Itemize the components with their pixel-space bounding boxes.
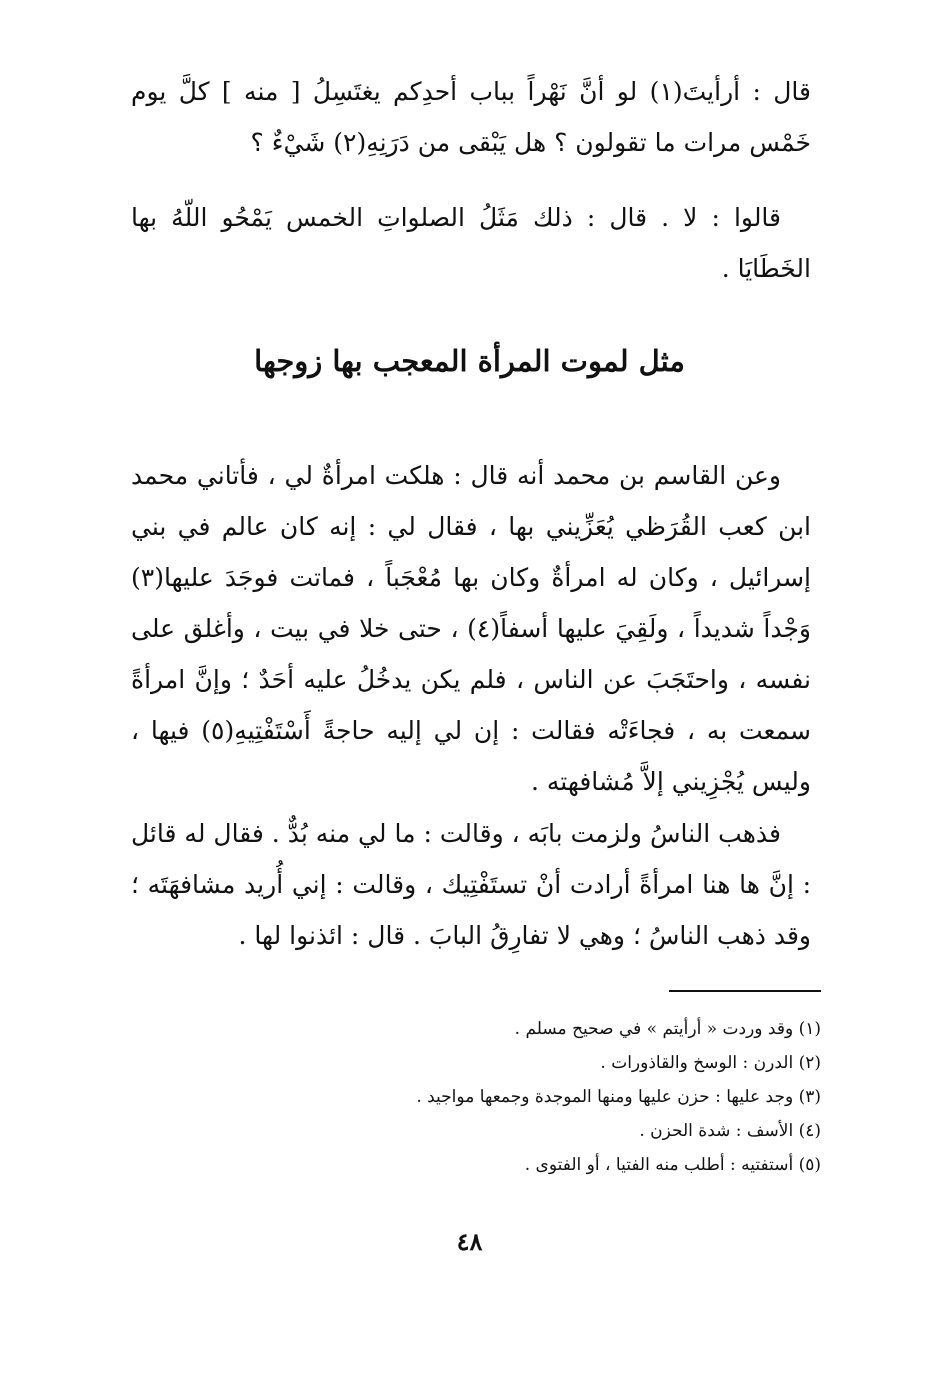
footnote-4: (٤) الأسف : شدة الحزن . [639, 1121, 821, 1141]
paragraph-1 [131, 66, 811, 168]
paragraph-3 [131, 450, 811, 807]
footnote-5: (٥) أستفتيه : أطلب منه الفتيا ، أو الفتوى . [524, 1155, 821, 1175]
footnote-1: (١) وقد وردت « أرأيتم » في صحيح مسلم . [514, 1019, 821, 1039]
paragraph-4 [131, 808, 811, 961]
paragraph-2-text: قالوا : لا . قال : ذلك مَثَلُ الصلواتِ الخمس يَمْحُو اللّهُ بها الخَطَايَا . [131, 203, 811, 283]
footnote-3: (٣) وجد عليها : حزن عليها ومنها الموجدة وجمعها مواجيد . [416, 1087, 821, 1107]
paragraph-2 [131, 192, 811, 294]
paragraph-4-text: فذهب الناسُ ولزمت بابَه ، وقالت : ما لي منه بُدٌّ . فقال له قائل : إنَّ ها هنا امرأةً أرادت أنْ تستَفْتِيك ، وقالت : إني أُريد مشافهَتَه ؛ وقد ذهب الناسُ ؛ وهي لا تفارِقُ البابَ . قال : ائذنوا لها . [131, 819, 811, 950]
footnotes [121, 1012, 821, 1182]
footnote-divider [669, 990, 821, 992]
paragraph-1-text: قال : أرأيتَ(١) لو أنَّ نَهْراً بباب أحدِكم يغتَسِلُ [ منه ] كلَّ يوم خَمْس مرات ما تقولون ؟ هل يَبْقى من دَرَنِهِ(٢) شَيْءٌ ؟ [131, 77, 811, 157]
page-number: ٤٨ [456, 1227, 483, 1256]
section-title: مثل لموت المرأة المعجب بها زوجها [254, 344, 685, 378]
paragraph-3-text: وعن القاسم بن محمد أنه قال : هلكت امرأةٌ لي ، فأتاني محمد ابن كعب القُرَظي يُعَزِّيني بها ، فقال لي : إنه كان عالم في بني إسرائيل ، وكان له امرأةٌ وكان بها مُعْجَباً ، فماتت فوجَدَ عليها(٣) وَجْداً شديداً ، ولَقِيَ عليها أسفاً(٤) ، حتى خلا في بيت ، وأغلق على نفسه ، واحتَجَبَ عن الناس ، فلم يكن يدخُلُ عليه أحَدٌ ؛ وإنَّ امرأةً سمعت به ، فجاءَتْه فقالت : إن لي إليه حاجةً أَسْتَفْتِيهِ(٥) فيها ، وليس يُجْزِيني إلاَّ مُشافهته . [131, 461, 811, 796]
footnote-2: (٢) الدرن : الوسخ والقاذورات . [600, 1053, 821, 1073]
